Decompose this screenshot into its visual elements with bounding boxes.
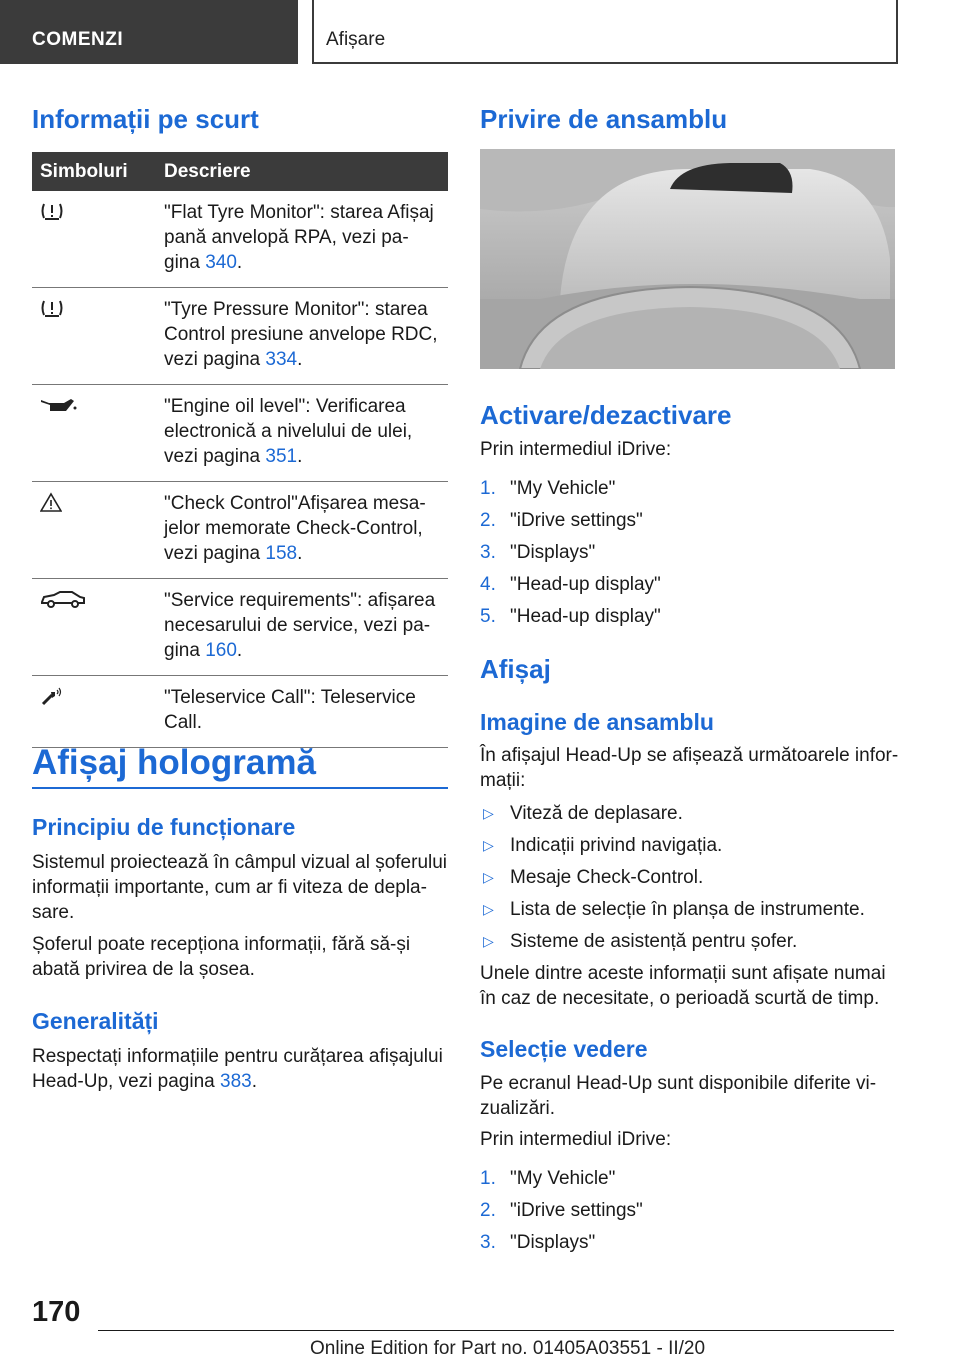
image-title: Imagine de ansamblu — [480, 709, 714, 735]
symbols-table — [32, 152, 448, 748]
row-text: "Check Control"Afișarea mesa-jelor memorate Check-Control, vezi pagina — [164, 493, 426, 564]
principle-title: Principiu de funcționare — [32, 814, 296, 840]
view-selection-title: Selecție vedere — [480, 1036, 648, 1062]
list-item — [480, 1198, 643, 1223]
step-text: "iDrive settings" — [510, 510, 643, 531]
table-header-description: Descriere — [156, 152, 448, 191]
row-text: "Service requirements": afișarea necesarului de service, vezi pa-gina — [164, 590, 436, 661]
list-item — [480, 929, 865, 954]
step-number: 1. — [480, 1168, 496, 1189]
chapter-tab — [312, 0, 898, 64]
bullet-text: Viteză de deplasare. — [510, 803, 683, 824]
step-text: "Displays" — [510, 1232, 596, 1253]
symbol-cell — [32, 191, 156, 288]
step-number: 2. — [480, 1200, 496, 1221]
overview-title: Privire de ansamblu — [480, 104, 728, 134]
row-text: "Flat Tyre Monitor": starea Afișaj pană anvelopă RPA, vezi pa-gina — [164, 202, 434, 273]
symbol-cell — [32, 482, 156, 579]
step-number: 3. — [480, 1232, 496, 1253]
page-link[interactable]: 334 — [265, 349, 298, 370]
description-cell — [156, 385, 448, 482]
bullets-note: Unele dintre aceste informații sunt afișate numai în caz de necesitate, o perioadă scurtă de timp. — [480, 963, 886, 1009]
table-row — [32, 482, 448, 579]
bullet-triangle-icon: ▷ — [483, 869, 494, 885]
row-text-end: . — [297, 543, 303, 564]
step-text: "Head-up display" — [510, 574, 661, 595]
footer-rule — [98, 1330, 894, 1331]
page-link[interactable]: 340 — [205, 252, 237, 273]
view-intro: Prin intermediul iDrive: — [480, 1129, 672, 1150]
symbol-cell — [32, 579, 156, 676]
view-paragraph: Pe ecranul Head-Up sunt disponibile diferite vi-zualizări. — [480, 1073, 877, 1119]
list-item — [480, 801, 865, 826]
table-row — [32, 288, 448, 385]
description-cell — [156, 482, 448, 579]
row-text: "Engine oil level": Verificarea electronică a nivelului de ulei, vezi pagina — [164, 396, 413, 467]
dashboard-illustration — [480, 149, 895, 369]
display-title: Afișaj — [480, 654, 551, 684]
title-rule — [32, 787, 448, 789]
car-service-icon — [40, 589, 86, 609]
bullet-triangle-icon: ▷ — [483, 805, 494, 821]
bullet-triangle-icon: ▷ — [483, 933, 494, 949]
list-item — [480, 476, 661, 501]
page-link[interactable]: 158 — [265, 543, 298, 564]
table-row — [32, 579, 448, 676]
step-number: 4. — [480, 574, 496, 595]
step-text: "iDrive settings" — [510, 1200, 643, 1221]
image-intro: În afișajul Head-Up se afișează următoarele infor-mații: — [480, 745, 899, 791]
step-number: 5. — [480, 606, 496, 627]
bullet-text: Mesaje Check-Control. — [510, 867, 704, 888]
row-text-end: . — [236, 252, 243, 273]
row-text-end: . — [236, 640, 243, 661]
principle-paragraph-1: Sistemul proiectează în câmpul vizual al șoferului informații importante, cum ar fi viteza de depla-sare. — [32, 852, 448, 923]
general-text: Respectați informațiile pentru curățarea afișajului Head-Up, vezi pagina — [32, 1046, 443, 1092]
activate-title: Activare/dezactivare — [480, 400, 732, 430]
principle-paragraph-2: Șoferul poate recepționa informații, fără să-și abată privirea de la șosea. — [32, 934, 411, 980]
description-cell — [156, 191, 448, 288]
list-item — [480, 540, 661, 565]
symbol-cell — [32, 676, 156, 748]
bullet-text: Sisteme de asistență pentru șofer. — [510, 931, 798, 952]
step-number: 1. — [480, 478, 496, 499]
row-text: "Tyre Pressure Monitor": starea Control presiune anvelope RDC, vezi pagina — [164, 299, 438, 370]
activate-intro: Prin intermediul iDrive: — [480, 439, 672, 460]
description-cell — [156, 676, 448, 748]
symbol-cell — [32, 288, 156, 385]
row-text-end: . — [297, 446, 303, 467]
step-number: 2. — [480, 510, 496, 531]
description-cell — [156, 579, 448, 676]
general-title: Generalități — [32, 1008, 159, 1034]
row-text-end: . — [297, 349, 303, 370]
warning-triangle-icon — [40, 492, 62, 512]
list-item — [480, 865, 865, 890]
general-text-end: . — [251, 1071, 257, 1092]
step-text: "Head-up display" — [510, 606, 661, 627]
list-item — [480, 897, 865, 922]
hologram-title: Afișaj hologramă — [32, 743, 316, 782]
bullet-triangle-icon: ▷ — [483, 837, 494, 853]
bullet-triangle-icon: ▷ — [483, 901, 494, 917]
list-item — [480, 1230, 643, 1255]
list-item — [480, 833, 865, 858]
teleservice-wrench-icon — [40, 686, 64, 706]
list-item — [480, 604, 661, 629]
head-up-display-photo — [480, 149, 895, 369]
section-label: COMENZI — [32, 29, 124, 50]
page-number: 170 — [32, 1296, 81, 1328]
activate-steps — [480, 476, 661, 636]
view-steps — [480, 1166, 643, 1262]
list-item — [480, 508, 661, 533]
list-item — [480, 572, 661, 597]
step-text: "Displays" — [510, 542, 596, 563]
summary-title: Informații pe scurt — [32, 104, 259, 134]
step-number: 3. — [480, 542, 496, 563]
page-link[interactable]: 383 — [220, 1071, 252, 1092]
table-row — [32, 385, 448, 482]
chapter-label: Afișare — [326, 29, 386, 50]
step-text: "My Vehicle" — [510, 1168, 616, 1189]
tyre-warning-icon — [40, 201, 64, 221]
page-link[interactable]: 351 — [265, 446, 298, 467]
bullet-text: Indicații privind navigația. — [510, 835, 723, 856]
general-paragraph — [32, 1044, 450, 1094]
section-tab — [0, 0, 298, 64]
list-item — [480, 1166, 643, 1191]
step-text: "My Vehicle" — [510, 478, 616, 499]
row-text: "Teleservice Call": Teleservice Call. — [164, 687, 416, 733]
table-row — [32, 676, 448, 748]
symbol-cell — [32, 385, 156, 482]
tyre-pressure-icon — [40, 298, 64, 318]
edition-text: Online Edition for Part no. 01405A03551 - II/20 — [310, 1338, 706, 1359]
table-row — [32, 191, 448, 288]
table-header-row — [32, 152, 448, 191]
description-cell — [156, 288, 448, 385]
info-bullets — [480, 801, 865, 961]
oil-can-icon — [40, 395, 78, 415]
table-header-symbols: Simboluri — [32, 152, 156, 191]
bullet-text: Lista de selecție în planșa de instrumente. — [510, 899, 865, 920]
page-link[interactable]: 160 — [205, 640, 237, 661]
